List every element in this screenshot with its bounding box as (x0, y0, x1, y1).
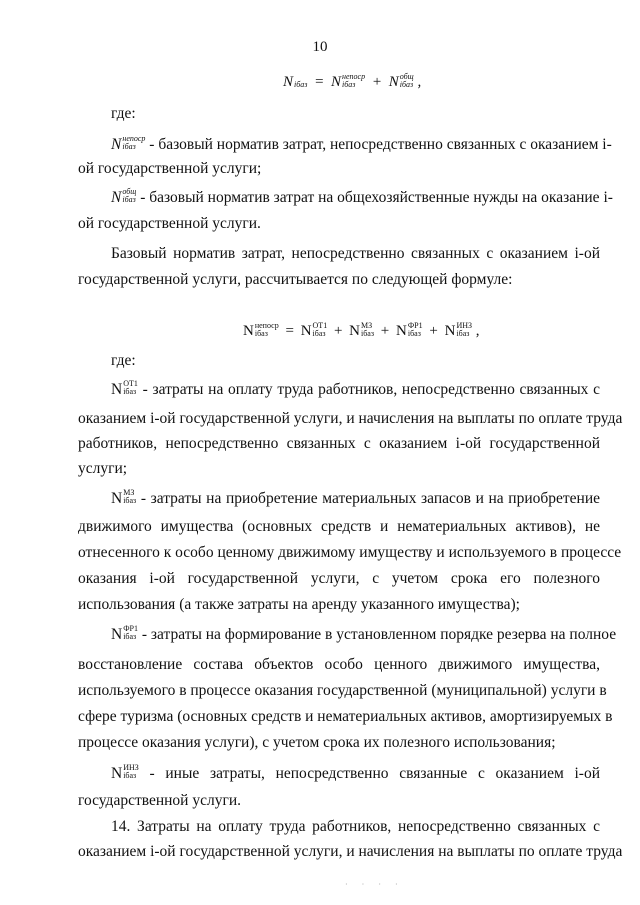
formula-subscript: iбаз (123, 632, 137, 642)
formula-superscript: непоср (254, 320, 279, 330)
formula-operator: + (371, 74, 382, 90)
definition-text: - затраты на приобретение материальных запасов и на приобретение (140, 490, 600, 507)
formula-subscript: iбаз (342, 79, 356, 89)
definition-text: оказания i-ой государственной услуги, с учетом срока его полезного (78, 570, 600, 587)
formula-superscript: общ (399, 71, 414, 81)
formula-subscript: iбаз (407, 328, 421, 338)
paragraph-item-14: 14. Затраты на оплату труда работников, непосредственно связанных с (111, 818, 600, 835)
formula-operator: = (285, 323, 294, 339)
formula-symbol: N (111, 490, 123, 507)
formula-superscript: непоср (342, 71, 366, 81)
definition-text: оказанием i-ой государственной услуги, и начисления на выплаты по оплате труда (78, 410, 623, 427)
formula-subscript: iбаз (312, 328, 326, 338)
formula-subscript: iбаз (123, 496, 137, 506)
formula-symbol: N (111, 626, 123, 643)
definition-materials-costs (111, 490, 600, 508)
formula-symbol: N (111, 136, 122, 153)
formula-symbol: N (444, 323, 456, 339)
formula-subscript: iбаз (123, 771, 137, 781)
formula-superscript: непоср (122, 134, 146, 144)
formula-operator: + (380, 323, 390, 339)
formula-direct-costs (243, 320, 480, 340)
definition-text: - иные затраты, непосредственно связанные с оказанием i-ой (149, 765, 601, 782)
definition-text: работников, непосредственно связанных с оказанием i-ой государственной (78, 435, 600, 452)
formula-superscript: ИНЗ (456, 320, 472, 330)
definition-text: услуги; (78, 460, 128, 477)
formula-symbol: N (349, 323, 361, 339)
definition-text: - базовый норматив затрат, непосредственно связанных с оказанием i- (149, 136, 612, 153)
definition-text: ой государственной услуги. (78, 215, 261, 232)
formula-base-normative (283, 71, 422, 91)
formula-symbol: N (331, 74, 342, 90)
formula-symbol: N (283, 74, 294, 90)
scan-speckles: · · · · (345, 880, 404, 889)
formula-symbol: N (111, 189, 122, 206)
definition-direct-costs (111, 134, 612, 154)
formula-superscript: ФР1 (407, 320, 423, 330)
formula-symbol: N (111, 765, 123, 782)
definition-text: государственной услуги. (78, 792, 241, 809)
formula-superscript: ИНЗ (123, 763, 139, 773)
where-label: где: (111, 352, 136, 369)
formula-subscript: iбаз (294, 79, 308, 89)
formula-superscript: МЗ (123, 488, 135, 498)
formula-symbol: N (388, 74, 399, 90)
definition-text: ой государственной услуги; (78, 160, 262, 177)
formula-operator: = (314, 74, 325, 90)
formula-punctuation: , (475, 323, 480, 339)
formula-operator: + (429, 323, 438, 339)
formula-superscript: МЗ (361, 320, 373, 330)
definition-text: отнесенного к особо ценному движимому имуществу и используемого в процессе (78, 544, 622, 561)
paragraph-text: государственной услуги, рассчитывается по следующей формуле: (78, 271, 513, 288)
definition-text: использования (а также затраты на аренду указанного имущества); (78, 596, 520, 613)
definition-text: - затраты на формирование в установленном порядке резерва на полное (141, 626, 617, 643)
formula-superscript: общ (122, 187, 137, 197)
formula-symbol: N (111, 381, 123, 398)
formula-subscript: iбаз (361, 328, 375, 338)
formula-subscript: iбаз (122, 195, 136, 205)
formula-superscript: ФР1 (123, 624, 138, 634)
paragraph-text: Базовый норматив затрат, непосредственно связанных с оказанием i-ой (111, 245, 600, 262)
formula-symbol: N (243, 323, 254, 339)
formula-superscript: ОТ1 (312, 320, 328, 330)
definition-text: движимого имущества (основных средств и нематериальных активов), не (78, 518, 600, 535)
formula-operator: + (333, 323, 343, 339)
formula-superscript: ОТ1 (123, 379, 138, 389)
definition-text: восстановление состава объектов особо ценного движимого имущества, (78, 656, 600, 673)
formula-subscript: iбаз (122, 142, 136, 152)
definition-overhead-costs (111, 187, 613, 207)
formula-punctuation: , (417, 74, 422, 90)
formula-symbol: N (300, 323, 312, 339)
paragraph-text: оказанием i-ой государственной услуги, и начисления на выплаты по оплате труда (78, 843, 623, 860)
page-number: 10 (312, 39, 328, 55)
formula-symbol: N (396, 323, 407, 339)
definition-text: используемого в процессе оказания государственной (муниципальной) услуги в (78, 682, 607, 699)
formula-subscript: iбаз (123, 387, 137, 397)
definition-text: - затраты на оплату труда работников, непосредственно связанных с (142, 381, 600, 398)
formula-subscript: iбаз (456, 328, 470, 338)
definition-other-costs (111, 765, 600, 783)
definition-text: - базовый норматив затрат на общехозяйственные нужды на оказание i- (140, 189, 613, 206)
formula-subscript: iбаз (399, 79, 414, 89)
formula-subscript: iбаз (254, 328, 268, 338)
definition-text: процессе оказания услуги), с учетом срока их полезного использования; (78, 734, 556, 751)
definition-text: сфере туризма (основных средств и нематериальных активов, амортизируемых в (78, 708, 613, 725)
where-label: где: (111, 105, 136, 122)
definition-reserve-costs (111, 624, 617, 644)
definition-labor-costs (111, 381, 600, 399)
